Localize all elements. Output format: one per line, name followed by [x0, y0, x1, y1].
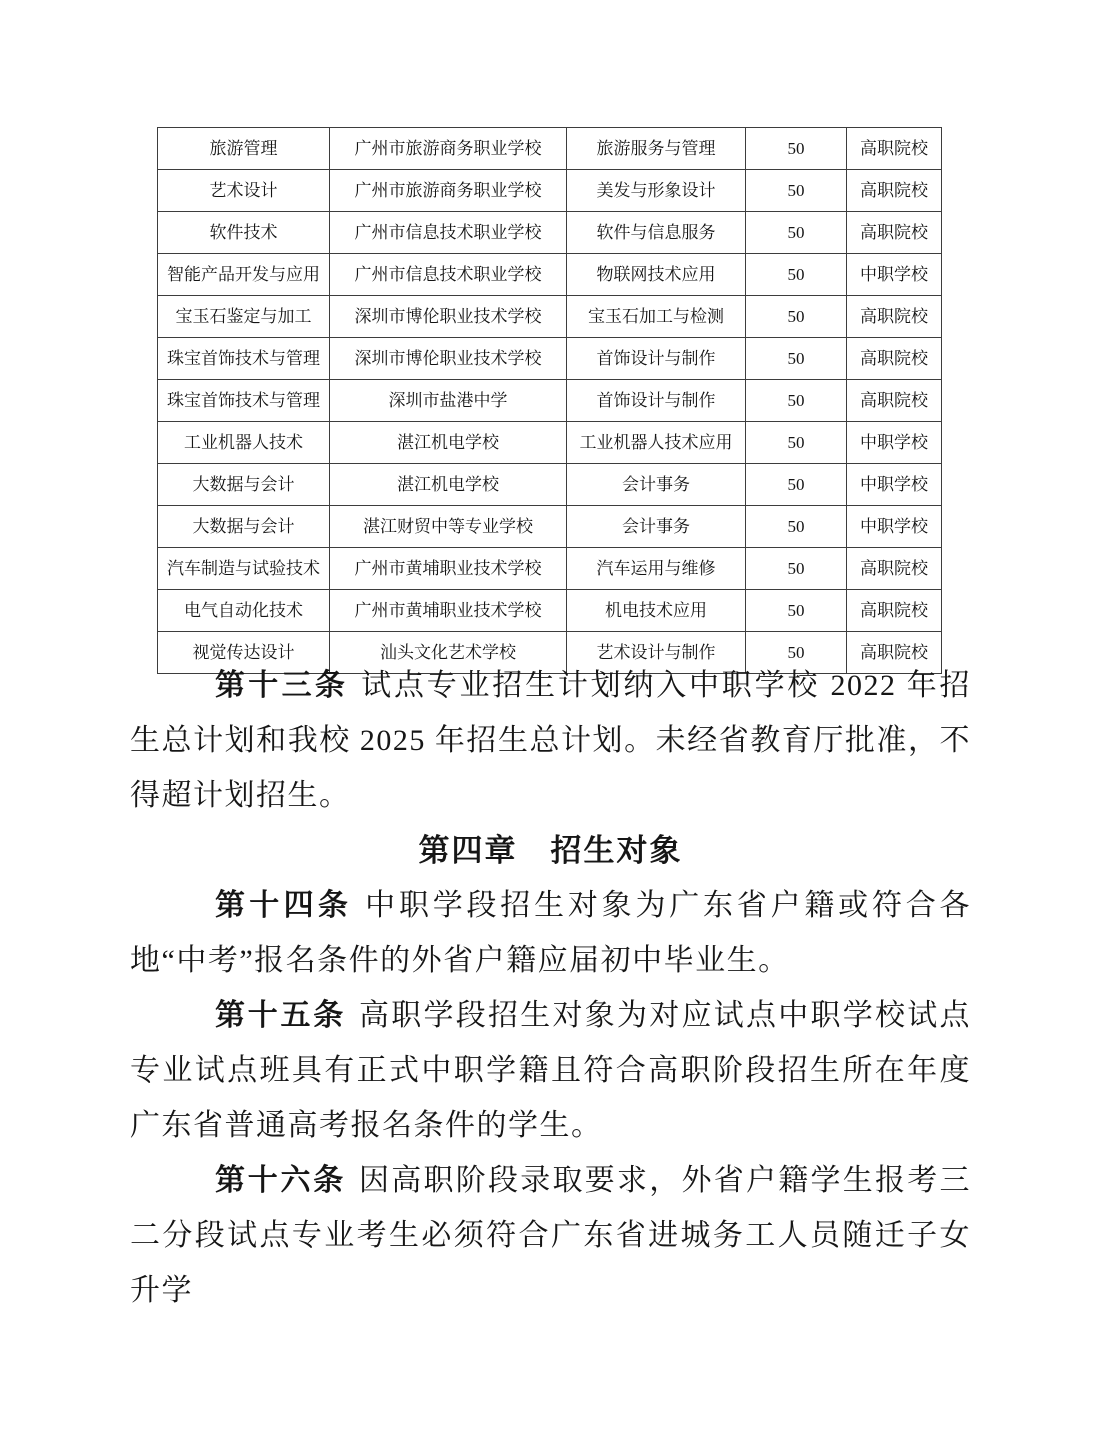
table-cell-major: 艺术设计	[158, 170, 330, 212]
table-row	[158, 548, 942, 590]
table-cell-counterpart_major: 工业机器人技术应用	[567, 422, 746, 464]
table-cell-count: 50	[746, 170, 847, 212]
table-cell-count: 50	[746, 212, 847, 254]
article-13-text: 试点专业招生计划纳入中职学校 2022 年招生总计划和我校 2025 年招生总计划。未经省教育厅批准，不得超计划招生。	[130, 669, 972, 812]
enrollment-plan-table	[157, 127, 942, 674]
table-cell-type: 高职院校	[847, 128, 942, 170]
table-cell-counterpart_major: 首饰设计与制作	[567, 380, 746, 422]
table-cell-type: 高职院校	[847, 296, 942, 338]
article-16-paragraph	[130, 1153, 971, 1318]
table-cell-count: 50	[746, 464, 847, 506]
table-row	[158, 254, 942, 296]
table-cell-type: 高职院校	[847, 212, 942, 254]
table-cell-school: 湛江财贸中等专业学校	[330, 506, 567, 548]
table-cell-school: 湛江机电学校	[330, 422, 567, 464]
table-cell-count: 50	[746, 590, 847, 632]
article-14-text: 中职学段招生对象为广东省户籍或符合各地“中考”报名条件的外省户籍应届初中毕业生。	[130, 889, 972, 977]
table-cell-school: 深圳市盐港中学	[330, 380, 567, 422]
table-cell-count: 50	[746, 338, 847, 380]
table-cell-counterpart_major: 会计事务	[567, 506, 746, 548]
table-cell-major: 珠宝首饰技术与管理	[158, 338, 330, 380]
table-cell-type: 高职院校	[847, 632, 942, 674]
table-cell-counterpart_major: 会计事务	[567, 464, 746, 506]
article-13-paragraph	[130, 658, 971, 823]
table-cell-major: 大数据与会计	[158, 506, 330, 548]
table-cell-counterpart_major: 机电技术应用	[567, 590, 746, 632]
table-row	[158, 380, 942, 422]
table-cell-count: 50	[746, 254, 847, 296]
table-cell-type: 中职学校	[847, 422, 942, 464]
article-16-label: 第十六条	[215, 1164, 346, 1197]
table-cell-count: 50	[746, 548, 847, 590]
table-row	[158, 128, 942, 170]
table-cell-type: 高职院校	[847, 548, 942, 590]
table-row	[158, 170, 942, 212]
table-row	[158, 338, 942, 380]
table-row	[158, 464, 942, 506]
table-cell-counterpart_major: 物联网技术应用	[567, 254, 746, 296]
table-cell-counterpart_major: 旅游服务与管理	[567, 128, 746, 170]
article-14-label: 第十四条	[215, 889, 353, 922]
table-cell-major: 视觉传达设计	[158, 632, 330, 674]
table-cell-type: 中职学校	[847, 254, 942, 296]
table-cell-type: 高职院校	[847, 590, 942, 632]
table-row	[158, 212, 942, 254]
table-cell-school: 广州市信息技术职业学校	[330, 212, 567, 254]
table-row	[158, 506, 942, 548]
table-cell-counterpart_major: 美发与形象设计	[567, 170, 746, 212]
table-cell-school: 广州市旅游商务职业学校	[330, 128, 567, 170]
article-15-paragraph	[130, 988, 971, 1153]
table-cell-school: 湛江机电学校	[330, 464, 567, 506]
table-cell-counterpart_major: 首饰设计与制作	[567, 338, 746, 380]
table-cell-school: 深圳市博伦职业技术学校	[330, 338, 567, 380]
article-15-label: 第十五条	[215, 999, 346, 1032]
table-cell-count: 50	[746, 632, 847, 674]
table-cell-major: 软件技术	[158, 212, 330, 254]
article-16-text: 因高职阶段录取要求，外省户籍学生报考三二分段试点专业考生必须符合广东省进城务工人员随迁子女升学	[130, 1164, 971, 1307]
table-cell-school: 汕头文化艺术学校	[330, 632, 567, 674]
table-cell-count: 50	[746, 422, 847, 464]
article-13-label: 第十三条	[215, 669, 349, 702]
article-14-paragraph	[130, 878, 971, 988]
table-row	[158, 590, 942, 632]
table-cell-school: 广州市黄埔职业技术学校	[330, 548, 567, 590]
table-cell-school: 广州市旅游商务职业学校	[330, 170, 567, 212]
table-cell-counterpart_major: 汽车运用与维修	[567, 548, 746, 590]
table-cell-count: 50	[746, 296, 847, 338]
table-cell-major: 工业机器人技术	[158, 422, 330, 464]
table-cell-counterpart_major: 软件与信息服务	[567, 212, 746, 254]
table-cell-major: 汽车制造与试验技术	[158, 548, 330, 590]
table-cell-major: 大数据与会计	[158, 464, 330, 506]
table-cell-school: 广州市黄埔职业技术学校	[330, 590, 567, 632]
table-cell-count: 50	[746, 506, 847, 548]
article-15-text: 高职学段招生对象为对应试点中职学校试点专业试点班具有正式中职学籍且符合高职阶段招生所在年度广东省普通高考报名条件的学生。	[130, 999, 971, 1142]
table-cell-type: 高职院校	[847, 170, 942, 212]
table-row	[158, 422, 942, 464]
table-cell-type: 中职学校	[847, 506, 942, 548]
table-cell-major: 宝玉石鉴定与加工	[158, 296, 330, 338]
enrollment-plan-table-body	[158, 128, 942, 674]
table-cell-school: 广州市信息技术职业学校	[330, 254, 567, 296]
table-cell-school: 深圳市博伦职业技术学校	[330, 296, 567, 338]
table-cell-major: 珠宝首饰技术与管理	[158, 380, 330, 422]
table-cell-count: 50	[746, 380, 847, 422]
chapter-4-heading: 第四章 招生对象	[418, 833, 683, 868]
table-cell-counterpart_major: 宝玉石加工与检测	[567, 296, 746, 338]
table-cell-count: 50	[746, 128, 847, 170]
table-cell-type: 高职院校	[847, 338, 942, 380]
document-body	[130, 658, 971, 1318]
table-row	[158, 296, 942, 338]
table-cell-major: 智能产品开发与应用	[158, 254, 330, 296]
table-cell-major: 旅游管理	[158, 128, 330, 170]
table-cell-type: 高职院校	[847, 380, 942, 422]
table-cell-major: 电气自动化技术	[158, 590, 330, 632]
table-cell-counterpart_major: 艺术设计与制作	[567, 632, 746, 674]
table-cell-type: 中职学校	[847, 464, 942, 506]
